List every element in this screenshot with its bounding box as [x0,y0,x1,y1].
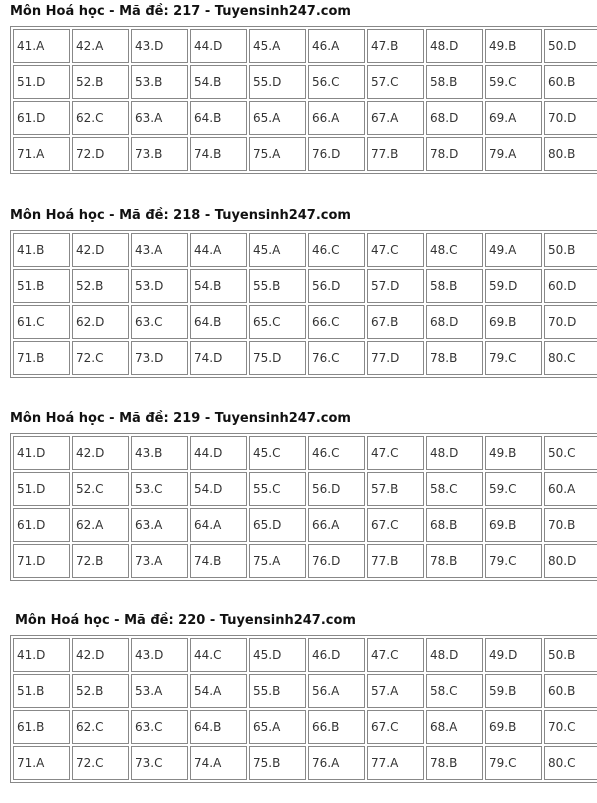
answer-cell: 53.A [131,674,188,708]
answer-cell: 41.A [13,29,70,63]
answer-cell: 79.A [485,137,542,171]
answer-cell: 55.C [249,472,306,506]
answer-cell: 69.A [485,101,542,135]
answer-cell: 49.B [485,436,542,470]
answer-cell: 44.C [190,638,247,672]
table-row [13,233,597,267]
table-row [13,674,597,708]
answer-cell: 54.A [190,674,247,708]
answer-cell: 42.D [72,638,129,672]
answer-cell: 74.B [190,544,247,578]
answer-cell: 49.D [485,638,542,672]
answer-cell: 59.C [485,65,542,99]
answer-cell: 55.B [249,674,306,708]
answer-cell: 46.C [308,436,365,470]
answer-cell: 57.C [367,65,424,99]
answer-cell: 66.C [308,305,365,339]
answer-cell: 58.B [426,269,483,303]
answer-cell: 57.B [367,472,424,506]
answer-cell: 47.C [367,233,424,267]
answer-cell: 62.C [72,101,129,135]
answer-cell: 77.B [367,137,424,171]
answer-cell: 69.B [485,305,542,339]
answer-cell: 55.B [249,269,306,303]
answer-cell: 60.D [544,269,597,303]
section-title: Môn Hoá học - Mã đề: 218 - Tuyensinh247.com [10,208,351,223]
answer-section-218 [10,206,577,378]
answer-cell: 70.B [544,508,597,542]
answer-cell: 53.D [131,269,188,303]
answer-cell: 53.C [131,472,188,506]
answer-cell: 45.A [249,233,306,267]
answer-cell: 64.B [190,101,247,135]
section-title: Môn Hoá học - Mã đề: 219 - Tuyensinh247.com [10,411,351,426]
answer-cell: 67.B [367,305,424,339]
answer-cell: 51.D [13,65,70,99]
answer-cell: 80.B [544,137,597,171]
answer-cell: 78.D [426,137,483,171]
answer-cell: 77.B [367,544,424,578]
answer-cell: 49.B [485,29,542,63]
answer-cell: 62.A [72,508,129,542]
answer-cell: 75.A [249,544,306,578]
answer-cell: 76.C [308,341,365,375]
answer-cell: 65.C [249,305,306,339]
answer-cell: 53.B [131,65,188,99]
table-row [13,137,597,171]
answer-cell: 47.B [367,29,424,63]
answer-cell: 46.C [308,233,365,267]
table-row [13,436,597,470]
answer-cell: 70.D [544,101,597,135]
answer-cell: 72.D [72,137,129,171]
answer-cell: 47.C [367,436,424,470]
answer-section-219 [10,409,577,581]
answer-cell: 80.C [544,746,597,780]
answer-cell: 52.C [72,472,129,506]
answer-cell: 62.D [72,305,129,339]
answer-cell: 78.B [426,544,483,578]
answer-cell: 43.D [131,29,188,63]
answer-cell: 61.D [13,508,70,542]
answer-cell: 46.D [308,638,365,672]
answer-cell: 54.B [190,269,247,303]
answer-cell: 50.D [544,29,597,63]
answer-cell: 47.C [367,638,424,672]
table-row [13,101,597,135]
answer-cell: 67.A [367,101,424,135]
answer-cell: 67.C [367,508,424,542]
answer-cell: 51.B [13,674,70,708]
answer-cell: 43.D [131,638,188,672]
answer-cell: 48.D [426,436,483,470]
answer-cell: 56.C [308,65,365,99]
answer-cell: 76.A [308,746,365,780]
answer-cell: 70.C [544,710,597,744]
answer-table [10,230,597,378]
answer-cell: 65.A [249,101,306,135]
answer-cell: 79.C [485,544,542,578]
answer-cell: 73.C [131,746,188,780]
answer-cell: 76.D [308,137,365,171]
section-title: Môn Hoá học - Mã đề: 217 - Tuyensinh247.com [10,4,351,19]
answer-cell: 64.A [190,508,247,542]
answer-cell: 57.A [367,674,424,708]
table-row [13,508,597,542]
answer-cell: 42.D [72,233,129,267]
answer-cell: 46.A [308,29,365,63]
answer-section-220 [15,611,576,783]
answer-cell: 63.C [131,305,188,339]
table-row [13,29,597,63]
answer-cell: 70.D [544,305,597,339]
answer-cell: 58.B [426,65,483,99]
answer-cell: 61.C [13,305,70,339]
answer-cell: 62.C [72,710,129,744]
table-row [13,269,597,303]
answer-cell: 76.D [308,544,365,578]
answer-cell: 64.B [190,710,247,744]
answer-cell: 75.D [249,341,306,375]
answer-table [10,635,597,783]
answer-cell: 75.B [249,746,306,780]
answer-cell: 72.B [72,544,129,578]
answer-cell: 58.C [426,472,483,506]
answer-cell: 44.A [190,233,247,267]
answer-cell: 41.B [13,233,70,267]
answer-cell: 65.A [249,710,306,744]
answer-cell: 60.A [544,472,597,506]
answer-cell: 77.A [367,746,424,780]
answer-cell: 42.D [72,436,129,470]
answer-cell: 78.B [426,341,483,375]
answer-cell: 57.D [367,269,424,303]
answer-cell: 50.B [544,233,597,267]
answer-cell: 60.B [544,65,597,99]
answer-cell: 59.B [485,674,542,708]
answer-cell: 63.A [131,101,188,135]
answer-cell: 73.A [131,544,188,578]
answer-cell: 78.B [426,746,483,780]
answer-cell: 45.D [249,638,306,672]
answer-cell: 71.D [13,544,70,578]
answer-cell: 56.A [308,674,365,708]
answer-cell: 52.B [72,269,129,303]
answer-cell: 71.B [13,341,70,375]
answer-cell: 55.D [249,65,306,99]
answer-cell: 73.D [131,341,188,375]
answer-cell: 74.B [190,137,247,171]
answer-cell: 52.B [72,65,129,99]
answer-cell: 44.D [190,436,247,470]
answer-cell: 69.B [485,710,542,744]
answer-cell: 49.A [485,233,542,267]
answer-cell: 74.A [190,746,247,780]
answer-cell: 48.D [426,29,483,63]
answer-cell: 80.C [544,341,597,375]
answer-cell: 66.B [308,710,365,744]
answer-table [10,26,597,174]
answer-cell: 41.D [13,638,70,672]
answer-cell: 45.C [249,436,306,470]
answer-cell: 63.C [131,710,188,744]
table-row [13,638,597,672]
answer-cell: 73.B [131,137,188,171]
answer-cell: 50.B [544,638,597,672]
answer-cell: 63.A [131,508,188,542]
answer-cell: 77.D [367,341,424,375]
answer-cell: 68.A [426,710,483,744]
answer-cell: 79.C [485,746,542,780]
table-row [13,65,597,99]
table-row [13,544,597,578]
answer-cell: 71.A [13,746,70,780]
table-row [13,341,597,375]
answer-cell: 61.B [13,710,70,744]
answer-cell: 74.D [190,341,247,375]
answer-cell: 51.D [13,472,70,506]
answer-cell: 41.D [13,436,70,470]
answer-cell: 51.B [13,269,70,303]
answer-cell: 61.D [13,101,70,135]
table-row [13,710,597,744]
answer-cell: 66.A [308,508,365,542]
answer-cell: 79.C [485,341,542,375]
answer-cell: 42.A [72,29,129,63]
answer-cell: 52.B [72,674,129,708]
answer-cell: 45.A [249,29,306,63]
answer-cell: 56.D [308,472,365,506]
answer-cell: 64.B [190,305,247,339]
table-row [13,746,597,780]
answer-cell: 80.D [544,544,597,578]
answer-cell: 44.D [190,29,247,63]
answer-cell: 50.C [544,436,597,470]
answer-cell: 68.D [426,305,483,339]
answer-table [10,433,597,581]
answer-cell: 54.D [190,472,247,506]
answer-cell: 54.B [190,65,247,99]
answer-cell: 59.D [485,269,542,303]
answer-cell: 58.C [426,674,483,708]
answer-cell: 60.B [544,674,597,708]
answer-cell: 71.A [13,137,70,171]
answer-section-217 [10,2,577,174]
table-row [13,472,597,506]
answer-cell: 56.D [308,269,365,303]
answer-cell: 69.B [485,508,542,542]
section-title: Môn Hoá học - Mã đề: 220 - Tuyensinh247.com [15,613,356,628]
answer-cell: 59.C [485,472,542,506]
answer-cell: 66.A [308,101,365,135]
answer-cell: 68.B [426,508,483,542]
answer-cell: 72.C [72,341,129,375]
answer-cell: 75.A [249,137,306,171]
answer-cell: 43.A [131,233,188,267]
table-row [13,305,597,339]
answer-cell: 43.B [131,436,188,470]
answer-cell: 65.D [249,508,306,542]
answer-cell: 72.C [72,746,129,780]
answer-cell: 68.D [426,101,483,135]
answer-cell: 48.C [426,233,483,267]
answer-cell: 67.C [367,710,424,744]
answer-cell: 48.D [426,638,483,672]
